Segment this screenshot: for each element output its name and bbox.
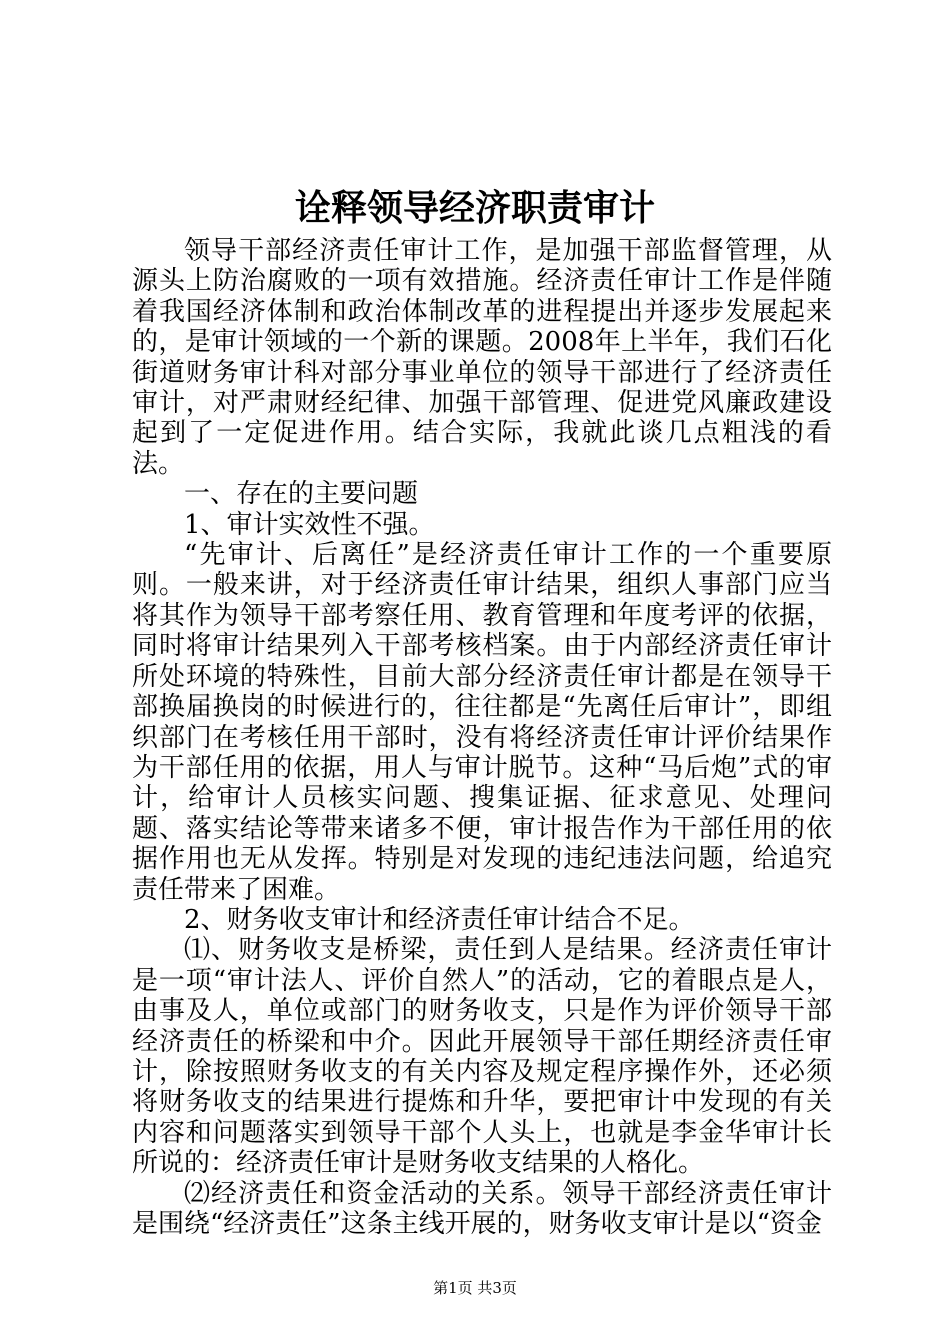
paragraph-finance-bridge: ⑴、财务收支是桥梁，责任到人是结果。经济责任审计是一项“审计法人、评价自然人”的活动，它的着眼点是人，由事及人，单位或部门的财务收支，只是作为评价领导干部经济责任的桥梁和中介。因此开展领导干部任期经济责任审计，除按照财务收支的有关内容及规定程序操作外，还必须将财务收支的结果进行提炼和升华，要把审计中发现的有关内容和问题落实到领导干部个人头上，也就是李金华审计长所说的：经济责任审计是财务收支结果的人格化。 [132,935,832,1179]
document-title: 诠释领导经济职责审计 [294,188,655,229]
page-number-footer: 第1页 共3页 [433,1279,517,1297]
subsection-heading-1: 1、审计实效性不强。 [184,509,435,540]
section-heading-1: 一、存在的主要问题 [184,479,419,510]
paragraph-responsibility-funds: ⑵经济责任和资金活动的关系。领导干部经济责任审计是围绕“经济责任”这条主线开展的，财务收支审计是以“资金 [132,1178,832,1239]
paragraph-intro: 领导干部经济责任审计工作，是加强干部监督管理，从源头上防治腐败的一项有效措施。经济责任审计工作是伴随着我国经济体制和政治体制改革的进程提出并逐步发展起来的，是审计领域的一个新的课题。2008年上半年，我们石化街道财务审计科对部分事业单位的领导干部进行了经济责任审计，对严肃财经纪律、加强干部管理、促进党风廉政建设起到了一定促进作用。结合实际，我就此谈几点粗浅的看法。 [132,236,832,479]
document-body [132,236,832,1239]
paragraph-audit-effectiveness: “先审计、后离任”是经济责任审计工作的一个重要原则。一般来讲，对于经济责任审计结果，组织人事部门应当将其作为领导干部考察任用、教育管理和年度考评的依据，同时将审计结果列入干部考核档案。由于内部经济责任审计所处环境的特殊性，目前大部分经济责任审计都是在领导干部换届换岗的时候进行的，往往都是“先离任后审计”，即组织部门在考核任用干部时，没有将经济责任审计评价结果作为干部任用的依据，用人与审计脱节。这种“马后炮”式的审计，给审计人员核实问题、搜集证据、征求意见、处理问题、落实结论等带来诸多不便，审计报告作为干部任用的依据作用也无从发挥。特别是对发现的违纪违法问题，给追究责任带来了困难。 [132,540,832,905]
subsection-heading-2: 2、财务收支审计和经济责任审计结合不足。 [184,904,695,935]
